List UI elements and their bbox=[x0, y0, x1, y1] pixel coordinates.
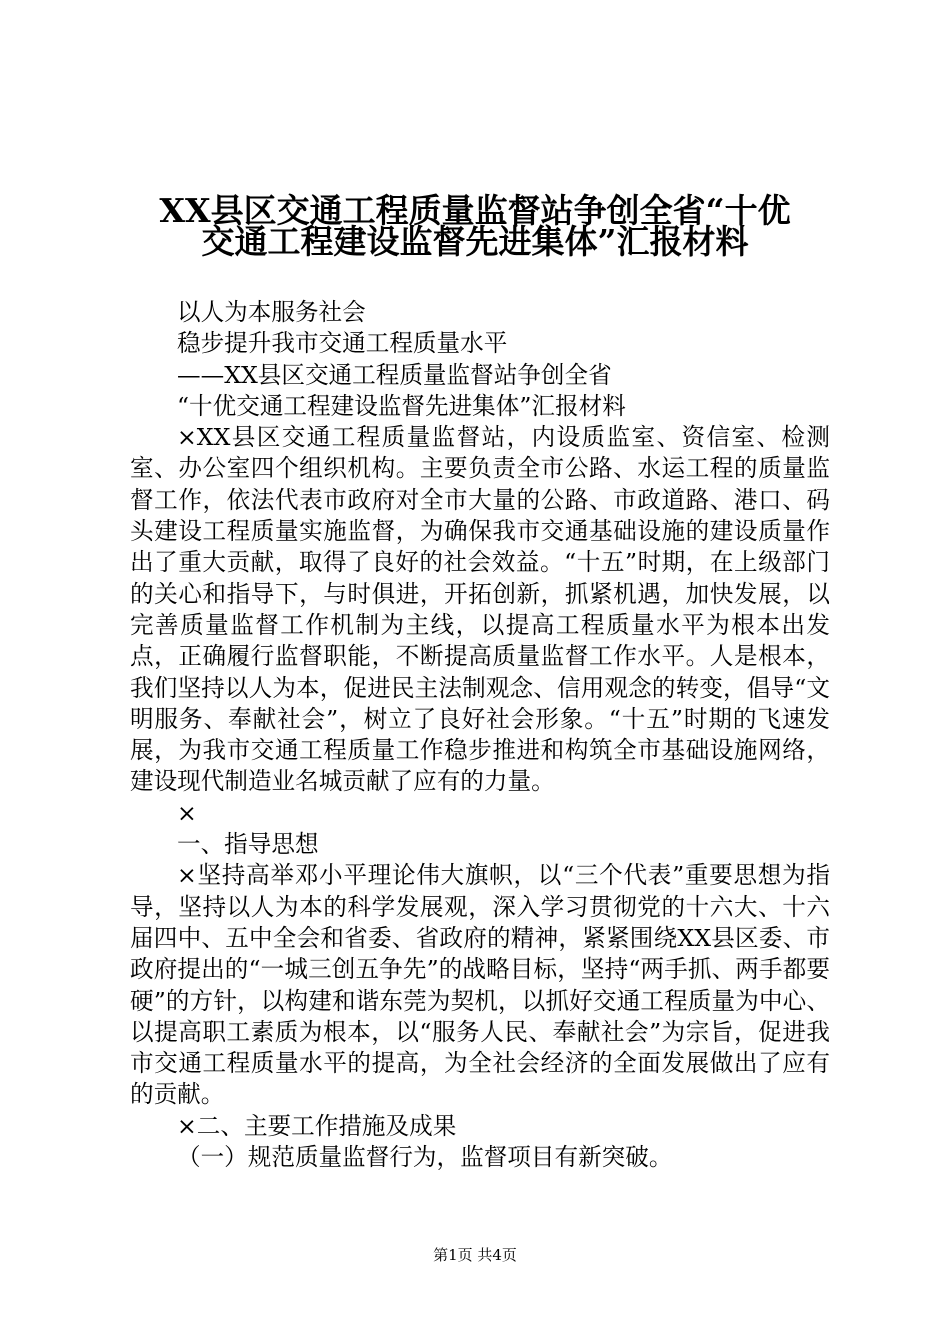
body-paragraph: × bbox=[177, 798, 197, 827]
document-title-line-2: 交通工程建设监督先进集体”汇报材料 bbox=[201, 222, 749, 261]
body-paragraph: ×坚持高举邓小平理论伟大旗帜，以“三个代表”重要思想为指导，坚持以人为本的科学发展观，深入学习贯彻党的十六大、十六届四中、五中全会和省委、省政府的精神，紧紧围绕XX县区委、市政府提出的“一城三创五争先”的战略目标，坚持“两手抓、两手都要硬”的方针，以构建和谐东莞为契机，以抓好交通工程质量为中心、以提高职工素质为根本，以“服务人民、奉献社会”为宗旨，促进我市交通工程质量水平的提高，为全社会经济的全面发展做出了应有的贡献。 bbox=[130, 861, 830, 1109]
document-body bbox=[130, 297, 830, 1173]
subtitle-line: ——XX县区交通工程质量监督站争创全省 bbox=[177, 360, 612, 389]
section-heading: ×二、主要工作措施及成果 bbox=[177, 1111, 457, 1140]
subsection-heading: （一）规范质量监督行为，监督项目有新突破。 bbox=[177, 1143, 673, 1172]
section-heading: 一、指导思想 bbox=[177, 830, 319, 859]
subtitle-line: 稳步提升我市交通工程质量水平 bbox=[177, 329, 508, 358]
page-number: 第1页 共4页 bbox=[433, 1246, 517, 1264]
body-paragraph: ×XX县区交通工程质量监督站，内设质监室、资信室、检测室、办公室四个组织机构。主要负责全市公路、水运工程的质量监督工作，依法代表市政府对全市大量的公路、市政道路、港口、码头建设工程质量实施监督，为确保我市交通基础设施的建设质量作出了重大贡献，取得了良好的社会效益。“十五”时期，在上级部门的关心和指导下，与时俱进，开拓创新，抓紧机遇，加快发展，以完善质量监督工作机制为主线，以提高工程质量水平为根本出发点，正确履行监督职能，不断提高质量监督工作水平。人是根本，我们坚持以人为本，促进民主法制观念、信用观念的转变，倡导“文明服务、奉献社会”，树立了良好社会形象。“十五”时期的飞速发展，为我市交通工程质量工作稳步推进和构筑全市基础设施网络，建设现代制造业名城贡献了应有的力量。 bbox=[130, 423, 830, 796]
subtitle-line: “十优交通工程建设监督先进集体”汇报材料 bbox=[177, 391, 626, 420]
document-title-line-1: XX县区交通工程质量监督站争创全省“十优 bbox=[159, 191, 791, 230]
subtitle-line: 以人为本服务社会 bbox=[177, 298, 366, 326]
